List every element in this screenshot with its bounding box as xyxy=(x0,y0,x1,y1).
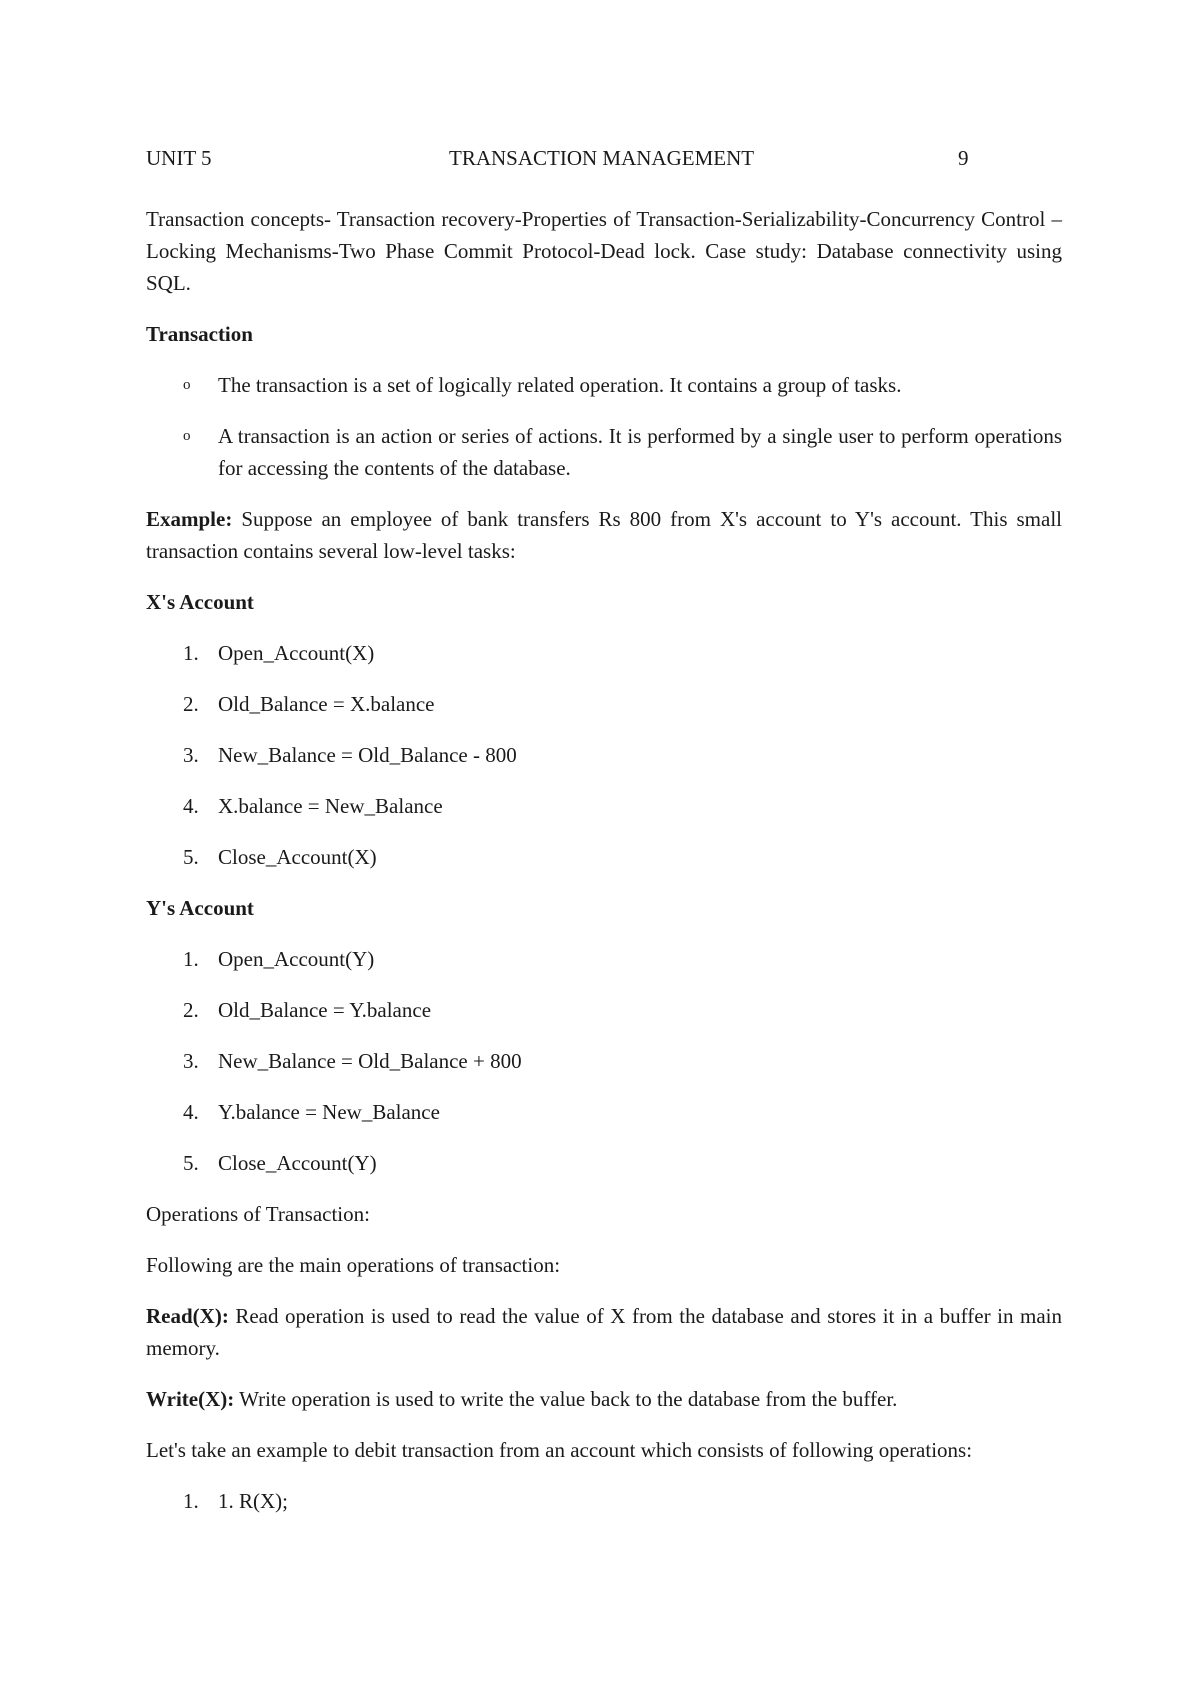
step-number: 1. xyxy=(183,947,199,971)
bullet-item xyxy=(146,420,1062,484)
step-number: 2. xyxy=(183,998,199,1022)
list-item xyxy=(146,637,1062,669)
list-item xyxy=(146,1485,1062,1517)
step-text: 1. R(X); xyxy=(218,1489,288,1513)
step-text: Open_Account(X) xyxy=(218,641,375,665)
list-item xyxy=(146,739,1062,771)
step-text: Old_Balance = Y.balance xyxy=(218,998,432,1022)
list-item xyxy=(146,1045,1062,1077)
step-text: Y.balance = New_Balance xyxy=(218,1100,440,1124)
transaction-bullets xyxy=(146,369,1062,484)
read-text: Read operation is used to read the value of X from the database and stores it in a buffer in main memory. xyxy=(146,1304,1062,1360)
debit-intro: Let's take an example to debit transaction from an account which consists of following operations: xyxy=(146,1438,973,1462)
transaction-heading: Transaction xyxy=(146,322,253,346)
page-header xyxy=(146,146,969,176)
intro-paragraph: Transaction concepts- Transaction recovery-Properties of Transaction-Serializability-Concurrency Control – Locking Mechanisms-Two Phase Commit Protocol-Dead lock. Case study: Database connectivity using SQL. xyxy=(146,207,1062,295)
page-content xyxy=(146,203,1062,1536)
example-text: Suppose an employee of bank transfers Rs 800 from X's account to Y's account. This small transaction contains several low-level tasks: xyxy=(146,507,1062,563)
step-number: 4. xyxy=(183,1100,199,1124)
step-number: 2. xyxy=(183,692,199,716)
header-unit: UNIT 5 xyxy=(146,146,212,170)
bullet-text: A transaction is an action or series of actions. It is performed by a single user to perform operations for accessing the contents of the database. xyxy=(218,424,1062,480)
step-number: 3. xyxy=(183,1049,199,1073)
step-text: X.balance = New_Balance xyxy=(218,794,443,818)
list-item xyxy=(146,790,1062,822)
x-account-heading: X's Account xyxy=(146,590,254,614)
list-item xyxy=(146,841,1062,873)
header-title: TRANSACTION MANAGEMENT xyxy=(449,146,755,170)
x-account-steps xyxy=(146,637,1062,873)
step-text: Close_Account(Y) xyxy=(218,1151,377,1175)
step-text: Old_Balance = X.balance xyxy=(218,692,435,716)
list-item xyxy=(146,1147,1062,1179)
step-text: Open_Account(Y) xyxy=(218,947,375,971)
step-number: 5. xyxy=(183,845,199,869)
step-number: 5. xyxy=(183,1151,199,1175)
step-number: 3. xyxy=(183,743,199,767)
bullet-marker: o xyxy=(183,428,191,444)
y-account-heading: Y's Account xyxy=(146,896,254,920)
list-item xyxy=(146,994,1062,1026)
read-paragraph xyxy=(146,1300,1062,1364)
step-text: Close_Account(X) xyxy=(218,845,377,869)
bullet-marker: o xyxy=(183,377,191,393)
step-number: 1. xyxy=(183,641,199,665)
debit-steps xyxy=(146,1485,1062,1517)
bullet-text: The transaction is a set of logically related operation. It contains a group of tasks. xyxy=(218,373,902,397)
list-item xyxy=(146,688,1062,720)
operations-heading: Operations of Transaction: xyxy=(146,1202,370,1226)
write-paragraph xyxy=(146,1383,1062,1415)
step-text: New_Balance = Old_Balance - 800 xyxy=(218,743,517,767)
example-label: Example: xyxy=(146,507,233,531)
y-account-steps xyxy=(146,943,1062,1179)
header-page-number: 9 xyxy=(958,146,969,170)
operations-intro: Following are the main operations of transaction: xyxy=(146,1253,561,1277)
list-item xyxy=(146,943,1062,975)
step-number: 1. xyxy=(183,1489,199,1513)
write-label: Write(X): xyxy=(146,1387,235,1411)
step-number: 4. xyxy=(183,794,199,818)
step-text: New_Balance = Old_Balance + 800 xyxy=(218,1049,522,1073)
write-text: Write operation is used to write the value back to the database from the buffer. xyxy=(234,1387,898,1411)
example-paragraph xyxy=(146,503,1062,567)
bullet-item xyxy=(146,369,1062,401)
read-label: Read(X): xyxy=(146,1304,229,1328)
list-item xyxy=(146,1096,1062,1128)
